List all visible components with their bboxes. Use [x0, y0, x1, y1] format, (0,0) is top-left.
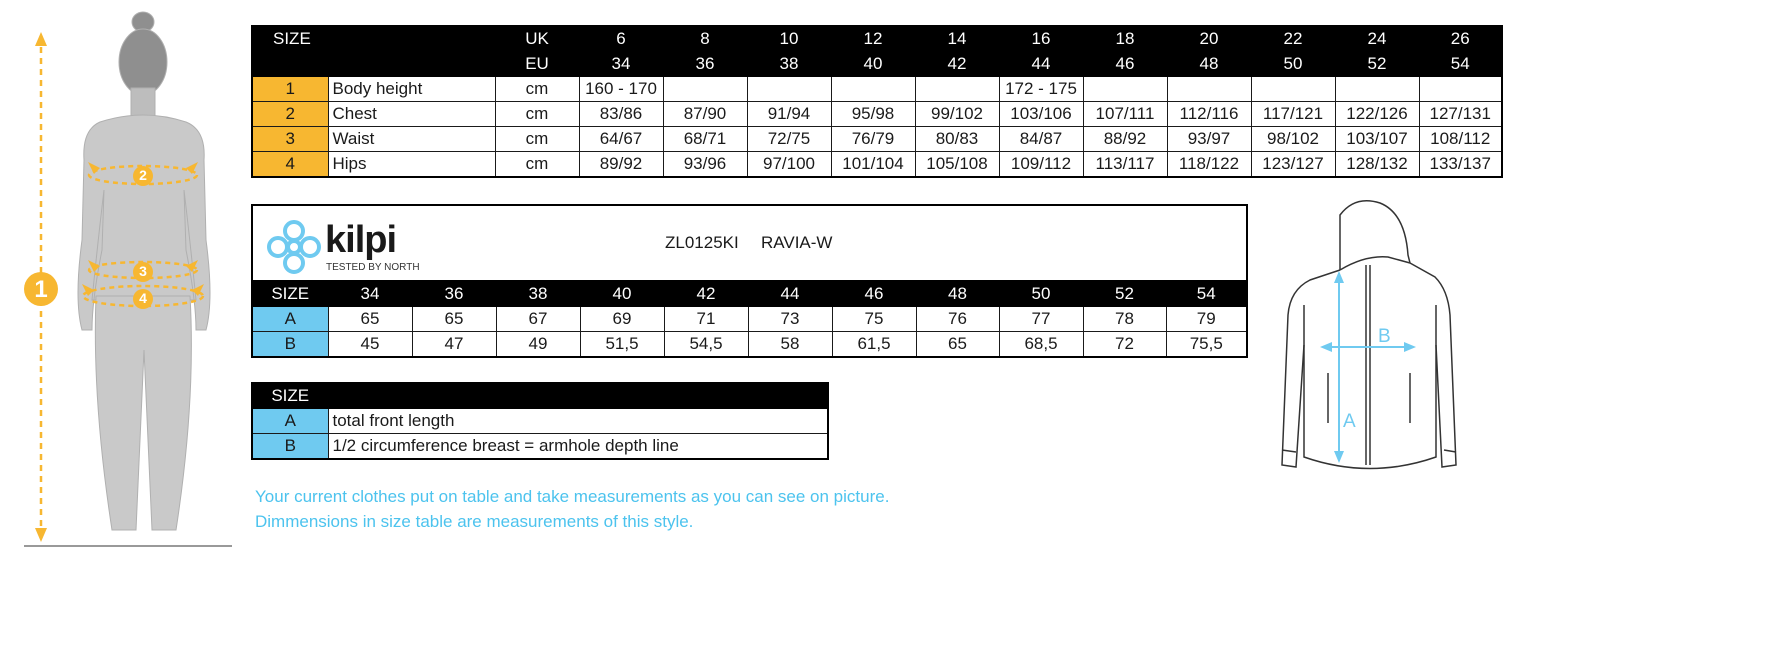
table-cell: 68,5	[999, 332, 1083, 358]
table-cell: 80/83	[915, 127, 999, 152]
table-cell	[1335, 77, 1419, 102]
garment-row-b	[252, 332, 1247, 358]
table-cell: 77	[999, 307, 1083, 332]
uk-label: UK	[495, 26, 579, 52]
size-value: 46	[832, 281, 916, 307]
table-cell: 49	[496, 332, 580, 358]
table-cell: 58	[748, 332, 832, 358]
row-name: Waist	[328, 127, 495, 152]
table-cell: 69	[580, 307, 664, 332]
table-cell: 65	[916, 332, 999, 358]
jacket-label-b: B	[1378, 326, 1391, 347]
table-cell: 83/86	[579, 102, 663, 127]
table-cell: 117/121	[1251, 102, 1335, 127]
legend-header-row	[252, 383, 828, 409]
table-cell: 128/132	[1335, 152, 1419, 178]
table-cell: 118/122	[1167, 152, 1251, 178]
product-name: RAVIA-W	[761, 233, 833, 252]
table-cell: 113/117	[1083, 152, 1167, 178]
body-size-table	[251, 25, 1503, 178]
table-cell: 122/126	[1335, 102, 1419, 127]
table-cell: 97/100	[747, 152, 831, 178]
eu-size: 50	[1251, 52, 1335, 77]
kilpi-knot-logo-icon	[263, 216, 325, 278]
table-cell: 105/108	[915, 152, 999, 178]
table-cell: 172 - 175	[999, 77, 1083, 102]
table-cell: 112/116	[1167, 102, 1251, 127]
uk-size: 8	[663, 26, 747, 52]
size-value: 54	[1166, 281, 1247, 307]
row-number: 2	[252, 102, 328, 127]
uk-size: 6	[579, 26, 663, 52]
table-cell: 73	[748, 307, 832, 332]
table-cell	[831, 77, 915, 102]
uk-size: 24	[1335, 26, 1419, 52]
legend-row-b	[252, 434, 828, 460]
legend-description: total front length	[328, 409, 828, 434]
row-number: 3	[252, 127, 328, 152]
table-cell	[1167, 77, 1251, 102]
eu-size: 44	[999, 52, 1083, 77]
uk-size: 14	[915, 26, 999, 52]
table-cell	[1251, 77, 1335, 102]
body-height-row	[252, 77, 1502, 102]
table-cell: 79	[1166, 307, 1247, 332]
row-unit: cm	[495, 127, 579, 152]
eu-size: 46	[1083, 52, 1167, 77]
table-cell	[915, 77, 999, 102]
uk-size: 10	[747, 26, 831, 52]
table-cell: 101/104	[831, 152, 915, 178]
eu-size: 52	[1335, 52, 1419, 77]
table-cell: 76/79	[831, 127, 915, 152]
size-value: 48	[916, 281, 999, 307]
waist-row	[252, 127, 1502, 152]
size-value: 44	[748, 281, 832, 307]
table-cell: 68/71	[663, 127, 747, 152]
table-cell: 103/107	[1335, 127, 1419, 152]
product-code: ZL0125KI	[665, 233, 739, 252]
row-label: A	[252, 307, 328, 332]
size-header: SIZE	[252, 281, 328, 307]
row-name: Body height	[328, 77, 495, 102]
eu-label: EU	[495, 52, 579, 77]
brand-tagline: TESTED BY NORTH	[326, 262, 420, 273]
row-unit: cm	[495, 77, 579, 102]
table-cell: 51,5	[580, 332, 664, 358]
table-cell: 72	[1083, 332, 1166, 358]
garment-size-header-row	[252, 281, 1247, 307]
product-header-box	[251, 204, 1248, 282]
table-cell: 91/94	[747, 102, 831, 127]
table-cell: 93/96	[663, 152, 747, 178]
uk-size: 26	[1419, 26, 1502, 52]
size-value: 42	[664, 281, 748, 307]
size-value: 50	[999, 281, 1083, 307]
table-cell: 93/97	[1167, 127, 1251, 152]
table-cell: 127/131	[1419, 102, 1502, 127]
row-number: 1	[252, 77, 328, 102]
hips-row	[252, 152, 1502, 178]
table-cell: 67	[496, 307, 580, 332]
brand-logo-text: kilpi	[325, 219, 397, 261]
uk-size-row	[252, 26, 1502, 52]
size-value: 40	[580, 281, 664, 307]
size-value: 38	[496, 281, 580, 307]
row-name: Hips	[328, 152, 495, 178]
eu-size-row	[252, 52, 1502, 77]
table-cell: 109/112	[999, 152, 1083, 178]
jacket-label-a: A	[1343, 411, 1356, 432]
table-cell: 88/92	[1083, 127, 1167, 152]
row-unit: cm	[495, 152, 579, 178]
eu-size: 42	[915, 52, 999, 77]
row-name: Chest	[328, 102, 495, 127]
table-cell: 99/102	[915, 102, 999, 127]
chest-badge-label: 2	[139, 167, 147, 183]
row-number: 4	[252, 152, 328, 178]
table-cell	[663, 77, 747, 102]
eu-size: 54	[1419, 52, 1502, 77]
table-cell: 108/112	[1419, 127, 1502, 152]
eu-size: 34	[579, 52, 663, 77]
table-cell: 72/75	[747, 127, 831, 152]
size-value: 36	[412, 281, 496, 307]
uk-size: 20	[1167, 26, 1251, 52]
table-cell: 65	[412, 307, 496, 332]
table-cell: 89/92	[579, 152, 663, 178]
table-cell: 103/106	[999, 102, 1083, 127]
table-cell: 84/87	[999, 127, 1083, 152]
size-value: 34	[328, 281, 412, 307]
eu-size: 48	[1167, 52, 1251, 77]
table-cell: 133/137	[1419, 152, 1502, 178]
table-cell: 95/98	[831, 102, 915, 127]
table-cell: 123/127	[1251, 152, 1335, 178]
table-cell: 160 - 170	[579, 77, 663, 102]
table-cell: 71	[664, 307, 748, 332]
hips-badge-label: 4	[139, 290, 147, 306]
table-cell: 54,5	[664, 332, 748, 358]
uk-size: 12	[831, 26, 915, 52]
measurement-note-2: Dimmensions in size table are measurements of this style.	[255, 512, 694, 531]
table-cell	[1083, 77, 1167, 102]
table-cell: 47	[412, 332, 496, 358]
measurement-legend-table	[251, 382, 829, 460]
table-cell	[747, 77, 831, 102]
eu-size: 38	[747, 52, 831, 77]
table-cell: 98/102	[1251, 127, 1335, 152]
table-cell: 64/67	[579, 127, 663, 152]
eu-size: 36	[663, 52, 747, 77]
table-cell: 78	[1083, 307, 1166, 332]
table-cell: 45	[328, 332, 412, 358]
table-cell: 107/111	[1083, 102, 1167, 127]
waist-badge-label: 3	[139, 263, 147, 279]
table-cell	[1419, 77, 1502, 102]
legend-description: 1/2 circumference breast = armhole depth line	[328, 434, 828, 460]
uk-size: 18	[1083, 26, 1167, 52]
table-cell: 75,5	[1166, 332, 1247, 358]
uk-size: 16	[999, 26, 1083, 52]
garment-row-a	[252, 307, 1247, 332]
table-cell: 65	[328, 307, 412, 332]
table-cell: 87/90	[663, 102, 747, 127]
garment-size-table	[251, 280, 1248, 358]
legend-label: B	[252, 434, 328, 460]
eu-size: 40	[831, 52, 915, 77]
legend-row-a	[252, 409, 828, 434]
uk-size: 22	[1251, 26, 1335, 52]
measurement-note-1: Your current clothes put on table and take measurements as you can see on picture.	[255, 487, 890, 506]
row-label: B	[252, 332, 328, 358]
legend-label: A	[252, 409, 328, 434]
table-cell: 61,5	[832, 332, 916, 358]
table-cell: 75	[832, 307, 916, 332]
size-header: SIZE	[252, 26, 328, 52]
jacket-drawing	[1270, 195, 1460, 495]
size-value: 52	[1083, 281, 1166, 307]
table-cell: 76	[916, 307, 999, 332]
height-badge-label: 1	[34, 276, 48, 303]
size-header: SIZE	[252, 383, 328, 409]
chest-row	[252, 102, 1502, 127]
row-unit: cm	[495, 102, 579, 127]
